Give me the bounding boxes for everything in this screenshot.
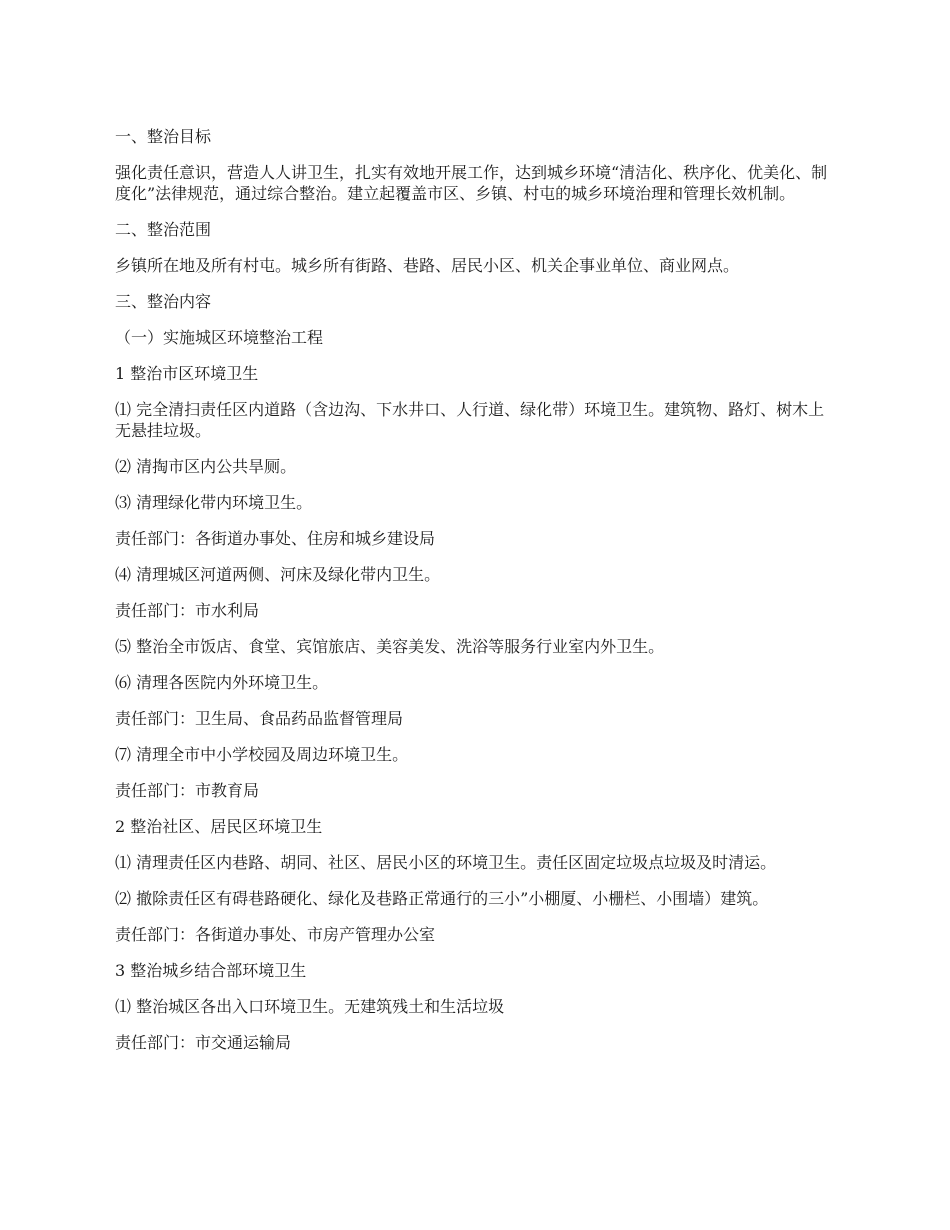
list-item: ⑺ 清理全市中小学校园及周边环境卫生。	[115, 745, 409, 764]
list-item: ⑵ 清掏市区内公共旱厕。	[115, 457, 297, 476]
list-item: ⑴ 整治城区各出入口环境卫生。无建筑残土和生活垃圾	[115, 997, 505, 1016]
scope-paragraph: 乡镇所在地及所有村屯。城乡所有街路、巷路、居民小区、机关企事业单位、商业网点。	[115, 256, 740, 275]
responsible-department: 责任部门：市交通运输局	[115, 1033, 292, 1052]
list-item: ⑴ 清理责任区内巷路、胡同、社区、居民小区的环境卫生。责任区固定垃圾点垃圾及时清运。	[115, 853, 777, 872]
document-body	[115, 126, 840, 1068]
item-heading: 1 整治市区环境卫生	[115, 364, 259, 383]
item-heading: 3 整治城乡结合部环境卫生	[115, 961, 307, 980]
item-heading: 2 整治社区、居民区环境卫生	[115, 817, 323, 836]
responsible-department: 责任部门：市水利局	[115, 601, 260, 620]
responsible-department: 责任部门：市教育局	[115, 781, 260, 800]
section-heading-goal: 一、整治目标	[115, 127, 212, 146]
list-item: ⑵ 撤除责任区有碍巷路硬化、绿化及巷路正常通行的三小”小棚厦、小栅栏、小围墙）建筑。	[115, 889, 769, 908]
section-heading-scope: 二、整治范围	[115, 220, 212, 239]
goal-paragraph: 强化责任意识，营造人人讲卫生，扎实有效地开展工作，达到城乡环境“清洁化、秩序化、优美化、制度化”法律规范，通过综合整治。建立起覆盖市区、乡镇、村屯的城乡环境治理和管理长效机制。	[115, 163, 828, 203]
list-item: ⑹ 清理各医院内外环境卫生。	[115, 673, 329, 692]
responsible-department: 责任部门：卫生局、食品药品监督管理局	[115, 709, 404, 728]
list-item: ⑸ 整治全市饭店、食堂、宾馆旅店、美容美发、洗浴等服务行业室内外卫生。	[115, 637, 665, 656]
list-item: ⑶ 清理绿化带内环境卫生。	[115, 493, 313, 512]
list-item: ⑷ 清理城区河道两侧、河床及绿化带内卫生。	[115, 565, 441, 584]
section-heading-content: 三、整治内容	[115, 292, 212, 311]
responsible-department: 责任部门：各街道办事处、住房和城乡建设局	[115, 529, 436, 548]
subsection-heading: （一）实施城区环境整治工程	[115, 328, 324, 347]
list-item: ⑴ 完全清扫责任区内道路（含边沟、下水井口、人行道、绿化带）环境卫生。建筑物、路灯、树木上无悬挂垃圾。	[115, 400, 825, 440]
responsible-department: 责任部门：各街道办事处、市房产管理办公室	[115, 925, 436, 944]
